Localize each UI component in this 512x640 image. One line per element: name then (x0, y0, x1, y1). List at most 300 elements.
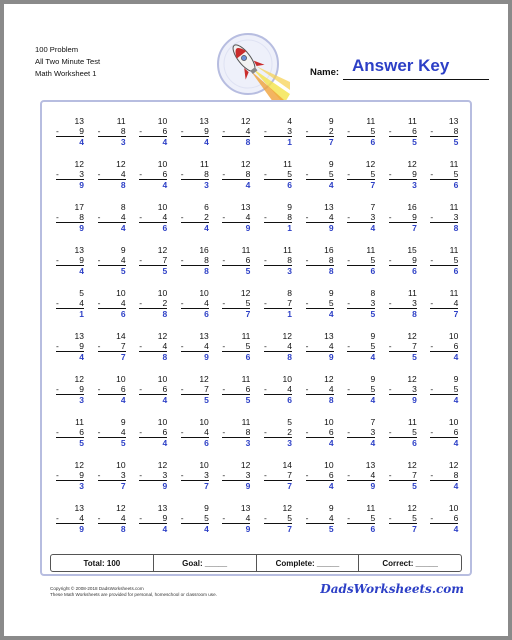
minuend: 12 (74, 159, 84, 169)
subtrahend-row (139, 169, 167, 179)
problem-cell (300, 503, 342, 546)
subtrahend-row (347, 255, 375, 265)
subtrahend-row (56, 470, 84, 480)
minuend: 11 (75, 417, 84, 427)
subtrahend: 9 (412, 255, 417, 265)
subtrahend: 6 (328, 427, 334, 437)
minuend: 10 (199, 417, 209, 427)
subtrahend: 5 (412, 427, 417, 437)
problem-cell (258, 460, 300, 503)
problem-cell (300, 417, 342, 460)
name-field[interactable] (310, 56, 492, 82)
problem-cell (92, 374, 134, 417)
problem-cell (50, 159, 92, 202)
answer: 5 (162, 266, 168, 276)
answer: 5 (412, 481, 417, 491)
minus-sign: - (222, 298, 226, 308)
minuend: 11 (407, 288, 417, 298)
minus-sign: - (305, 212, 309, 222)
answer: 3 (245, 438, 251, 448)
answer: 8 (162, 352, 168, 362)
minuend: 8 (287, 288, 292, 298)
minuend: 10 (157, 116, 168, 126)
minus-sign: - (388, 427, 392, 437)
goal-cell[interactable]: Goal: _____ (153, 555, 256, 571)
minus-sign: - (139, 513, 143, 523)
problem (347, 245, 375, 276)
answer: 6 (287, 180, 292, 190)
minus-sign: - (388, 169, 392, 179)
problem-cell (341, 503, 383, 546)
minus-sign: - (56, 470, 59, 480)
problem (56, 288, 84, 319)
minuend: 15 (407, 245, 417, 255)
subtrahend: 3 (79, 169, 84, 179)
subtrahend: 2 (328, 126, 334, 136)
subtrahend: 4 (245, 126, 251, 136)
problem (139, 331, 167, 362)
minus-sign: - (347, 341, 351, 351)
minus-sign: - (263, 427, 267, 437)
answer: 9 (79, 524, 84, 534)
problem-cell (341, 116, 383, 159)
subtrahend-row (139, 384, 167, 394)
problem (347, 202, 375, 233)
minus-sign: - (263, 255, 267, 265)
subtrahend-row (264, 513, 292, 523)
answer: 7 (412, 524, 417, 534)
subtrahend: 6 (453, 513, 459, 523)
answer: 4 (453, 395, 459, 405)
answer: 6 (245, 352, 251, 362)
title-line-3: Math Worksheet 1 (35, 69, 97, 78)
subtrahend-row (389, 513, 417, 523)
minuend: 9 (287, 202, 292, 212)
minuend: 13 (74, 116, 84, 126)
problem (139, 116, 167, 147)
subtrahend: 6 (162, 384, 168, 394)
answer: 6 (204, 438, 209, 448)
answer: 1 (287, 137, 292, 147)
correct-cell[interactable]: Correct: _____ (358, 555, 461, 571)
subtrahend: 5 (328, 298, 334, 308)
minuend: 11 (366, 245, 376, 255)
problem (98, 417, 126, 448)
subtrahend-row (347, 513, 375, 523)
minuend: 13 (74, 503, 84, 513)
minuend: 10 (157, 288, 168, 298)
problem (222, 417, 250, 448)
problem-cell (383, 503, 425, 546)
problem-cell (133, 202, 175, 245)
subtrahend: 4 (120, 255, 126, 265)
minus-sign: - (180, 126, 184, 136)
subtrahend-row (56, 427, 84, 437)
subtrahend: 3 (412, 384, 417, 394)
problem (389, 374, 417, 405)
problem-cell (258, 374, 300, 417)
minuend: 11 (241, 245, 251, 255)
problem (430, 202, 458, 233)
minuend: 8 (120, 202, 126, 212)
minuend: 12 (407, 460, 417, 470)
subtrahend: 6 (120, 384, 126, 394)
subtrahend-row (430, 298, 458, 308)
problem (430, 116, 458, 147)
subtrahend: 4 (162, 212, 168, 222)
minus-sign: - (222, 341, 226, 351)
minuend: 12 (157, 331, 168, 341)
subtrahend: 4 (204, 298, 209, 308)
problem-cell (216, 288, 258, 331)
problem (306, 245, 334, 276)
minuend: 10 (157, 159, 168, 169)
answer: 7 (370, 180, 376, 190)
subtrahend: 6 (453, 341, 459, 351)
subtrahend: 9 (79, 470, 84, 480)
problem (98, 331, 126, 362)
answer: 8 (120, 524, 126, 534)
minuend: 13 (199, 116, 209, 126)
minuend: 12 (157, 460, 168, 470)
answer: 4 (453, 481, 459, 491)
problem (181, 202, 209, 233)
minus-sign: - (56, 384, 59, 394)
problem-cell (50, 288, 92, 331)
minus-sign: - (180, 169, 184, 179)
problem (139, 159, 167, 190)
problem (181, 331, 209, 362)
minuend: 10 (199, 460, 209, 470)
answer: 4 (328, 438, 334, 448)
minus-sign: - (180, 513, 184, 523)
subtrahend: 4 (328, 513, 334, 523)
problem (181, 245, 209, 276)
subtrahend: 5 (370, 513, 376, 523)
problem (139, 460, 167, 491)
answer: 5 (79, 438, 84, 448)
minus-sign: - (97, 341, 101, 351)
problem-cell (300, 245, 342, 288)
subtrahend-row (222, 341, 250, 351)
minus-sign: - (305, 298, 309, 308)
subtrahend: 5 (328, 169, 334, 179)
answer: 4 (79, 352, 84, 362)
minus-sign: - (180, 212, 184, 222)
answer: 9 (245, 223, 251, 233)
problem (264, 503, 292, 534)
problem-cell (383, 374, 425, 417)
answer: 3 (287, 266, 292, 276)
subtrahend: 9 (162, 513, 168, 523)
subtrahend-row (264, 298, 292, 308)
minuend: 11 (283, 159, 292, 169)
problem (347, 116, 375, 147)
problem (430, 245, 458, 276)
problem-cell (424, 331, 466, 374)
subtrahend: 8 (287, 212, 292, 222)
minuend: 9 (120, 245, 126, 255)
problem (430, 503, 458, 534)
minus-sign: - (139, 298, 143, 308)
problem-cell (92, 331, 134, 374)
answer: 3 (79, 395, 84, 405)
problem (56, 417, 84, 448)
problem (181, 460, 209, 491)
subtrahend: 6 (328, 470, 334, 480)
subtrahend-row (347, 298, 375, 308)
subtrahend-row (98, 513, 126, 523)
minuend: 10 (324, 460, 334, 470)
minuend: 11 (283, 245, 292, 255)
worksheet-title-block (35, 44, 100, 80)
problem-cell (50, 245, 92, 288)
minus-sign: - (97, 212, 101, 222)
complete-cell[interactable]: Complete: _____ (256, 555, 359, 571)
answer: 9 (245, 524, 251, 534)
answer: 7 (204, 481, 209, 491)
minus-sign: - (56, 513, 59, 523)
problem-cell (216, 331, 258, 374)
problem-cell (175, 202, 217, 245)
answer: 9 (370, 481, 376, 491)
problem (98, 116, 126, 147)
problem-cell (216, 202, 258, 245)
subtrahend-row (222, 255, 250, 265)
subtrahend: 5 (370, 126, 376, 136)
subtrahend: 5 (370, 384, 376, 394)
minuend: 10 (199, 288, 209, 298)
problem (222, 460, 250, 491)
subtrahend-row (56, 513, 84, 523)
problem-cell (300, 202, 342, 245)
subtrahend-row (347, 212, 375, 222)
problem-cell (92, 503, 134, 546)
subtrahend: 9 (79, 384, 84, 394)
minus-sign: - (222, 384, 226, 394)
subtrahend: 3 (412, 298, 417, 308)
problem (306, 116, 334, 147)
minus-sign: - (263, 341, 267, 351)
minuend: 10 (116, 374, 126, 384)
minus-sign: - (97, 384, 101, 394)
minus-sign: - (139, 427, 143, 437)
subtrahend-row (430, 513, 458, 523)
minus-sign: - (347, 126, 351, 136)
problem (181, 503, 209, 534)
answer: 4 (453, 352, 459, 362)
minus-sign: - (263, 298, 267, 308)
minuend: 12 (199, 374, 209, 384)
minus-sign: - (222, 126, 226, 136)
problem-cell (133, 331, 175, 374)
problem-cell (92, 245, 134, 288)
minuend: 12 (407, 503, 417, 513)
problem-cell (216, 159, 258, 202)
subtrahend-row (181, 341, 209, 351)
minus-sign: - (430, 427, 434, 437)
minuend: 5 (79, 288, 84, 298)
minuend: 10 (448, 503, 459, 513)
problem-cell (92, 202, 134, 245)
problem (181, 116, 209, 147)
subtrahend: 3 (287, 126, 292, 136)
subtrahend-row (56, 298, 84, 308)
subtrahend: 5 (453, 384, 459, 394)
problem (264, 460, 292, 491)
problem-cell (216, 116, 258, 159)
minus-sign: - (388, 298, 392, 308)
answer: 8 (453, 223, 459, 233)
subtrahend-row (389, 298, 417, 308)
problem-cell (175, 159, 217, 202)
minus-sign: - (222, 513, 226, 523)
subtrahend-row (430, 169, 458, 179)
problem (347, 159, 375, 190)
problem-cell (216, 417, 258, 460)
problem (306, 159, 334, 190)
answer: 7 (412, 223, 417, 233)
minus-sign: - (305, 169, 309, 179)
problem-cell (424, 202, 466, 245)
problem (264, 159, 292, 190)
minus-sign: - (180, 470, 184, 480)
answer: 3 (412, 180, 417, 190)
minuend: 10 (157, 202, 168, 212)
subtrahend-row (181, 427, 209, 437)
answer: 6 (453, 266, 459, 276)
problem (389, 116, 417, 147)
subtrahend: 8 (453, 126, 459, 136)
minuend: 12 (324, 374, 334, 384)
answer: 5 (370, 309, 376, 319)
problem (264, 374, 292, 405)
minus-sign: - (139, 255, 143, 265)
minus-sign: - (222, 255, 226, 265)
minuend: 13 (365, 460, 376, 470)
minus-sign: - (347, 427, 351, 437)
answer: 1 (287, 309, 292, 319)
problem-cell (341, 331, 383, 374)
subtrahend-row (139, 126, 167, 136)
subtrahend-row (98, 341, 126, 351)
problem (56, 331, 84, 362)
minuend: 13 (240, 202, 251, 212)
subtrahend-row (139, 298, 167, 308)
problem-cell (216, 503, 258, 546)
minus-sign: - (430, 298, 434, 308)
minuend: 12 (407, 374, 417, 384)
subtrahend: 8 (287, 255, 292, 265)
subtrahend-row (306, 470, 334, 480)
subtrahend-row (181, 513, 209, 523)
minus-sign: - (347, 212, 351, 222)
title-line-1: 100 Problem (35, 45, 79, 54)
subtrahend-row (430, 126, 458, 136)
minuend: 13 (157, 503, 168, 513)
subtrahend-row (222, 169, 250, 179)
minus-sign: - (97, 513, 101, 523)
answer: 6 (204, 309, 209, 319)
minus-sign: - (139, 341, 143, 351)
problem (139, 202, 167, 233)
problem (56, 503, 84, 534)
problem-cell (175, 116, 217, 159)
subtrahend-row (264, 126, 292, 136)
problem-cell (300, 460, 342, 503)
minus-sign: - (305, 341, 309, 351)
minus-sign: - (305, 255, 309, 265)
subtrahend: 4 (120, 169, 126, 179)
subtrahend-row (264, 212, 292, 222)
answer: 4 (245, 180, 251, 190)
problem-cell (50, 116, 92, 159)
minus-sign: - (139, 169, 143, 179)
problem (347, 503, 375, 534)
subtrahend: 7 (287, 470, 292, 480)
minuend: 9 (328, 159, 334, 169)
brand-logo: DadsWorksheets.com (320, 582, 464, 596)
subtrahend: 8 (204, 169, 209, 179)
problem (139, 374, 167, 405)
problem (139, 417, 167, 448)
minuend: 9 (370, 374, 376, 384)
problem (430, 374, 458, 405)
subtrahend: 4 (162, 341, 168, 351)
subtrahend: 3 (370, 427, 376, 437)
answer: 8 (162, 309, 168, 319)
subtrahend: 8 (204, 255, 209, 265)
answer: 5 (120, 438, 126, 448)
minuend: 9 (453, 374, 459, 384)
minuend: 12 (448, 460, 459, 470)
problem-cell (50, 417, 92, 460)
subtrahend-row (306, 384, 334, 394)
problem (181, 417, 209, 448)
subtrahend: 5 (287, 513, 292, 523)
subtrahend-row (98, 384, 126, 394)
subtrahend: 9 (79, 126, 84, 136)
subtrahend-row (306, 212, 334, 222)
minus-sign: - (180, 341, 184, 351)
problem-cell (175, 245, 217, 288)
minus-sign: - (430, 470, 434, 480)
minus-sign: - (305, 470, 309, 480)
answer: 7 (120, 481, 126, 491)
subtrahend-row (181, 126, 209, 136)
problem-cell (341, 374, 383, 417)
minuend: 12 (240, 288, 251, 298)
answer: 3 (79, 481, 84, 491)
problem-cell (383, 460, 425, 503)
subtrahend-row (306, 513, 334, 523)
subtrahend-row (56, 255, 84, 265)
subtrahend: 4 (287, 384, 292, 394)
problem (430, 460, 458, 491)
problem-cell (424, 159, 466, 202)
answer: 8 (328, 395, 334, 405)
subtrahend-row (56, 384, 84, 394)
subtrahend-row (139, 212, 167, 222)
answer: 4 (204, 137, 209, 147)
answer: 7 (453, 309, 459, 319)
title-line-2: All Two Minute Test (35, 57, 101, 66)
minus-sign: - (56, 126, 59, 136)
minus-sign: - (139, 212, 143, 222)
subtrahend: 4 (204, 341, 209, 351)
minus-sign: - (388, 212, 392, 222)
problem (98, 245, 126, 276)
